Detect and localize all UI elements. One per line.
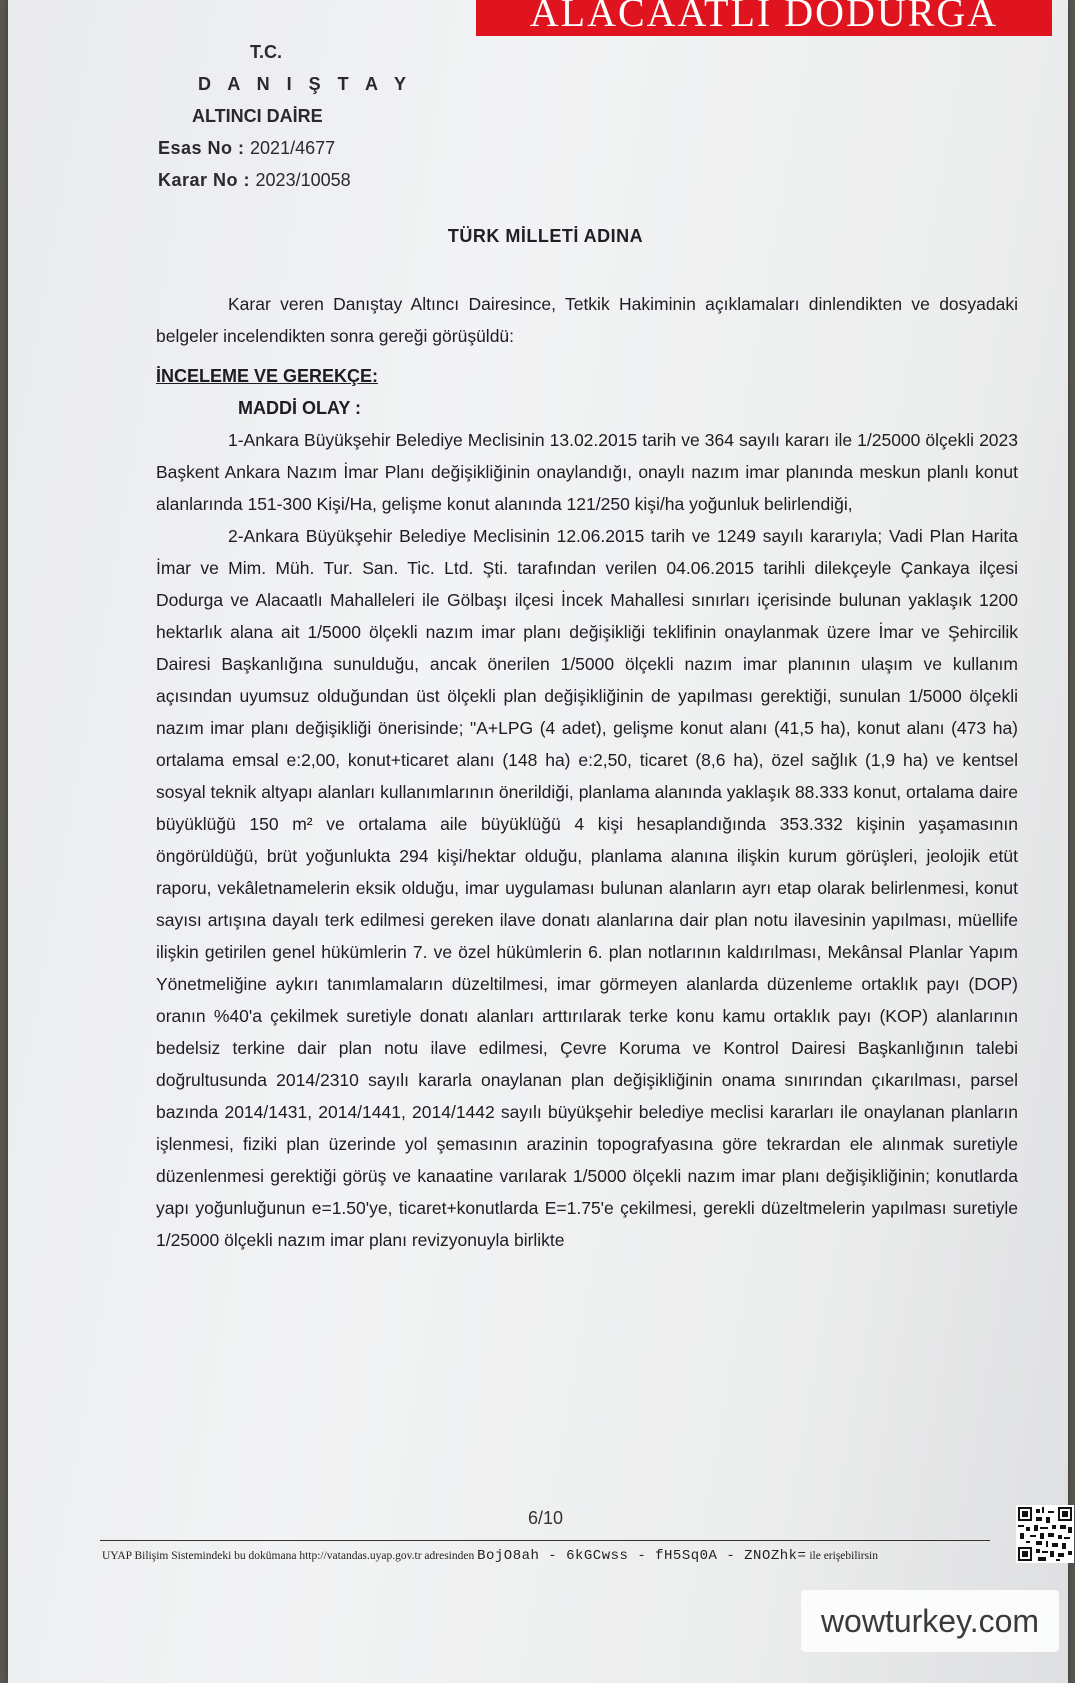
document-page (8, 0, 1068, 1683)
footer-prefix: UYAP Bilişim Sistemindeki bu dokümana http://vatandas.uyap.gov.tr adresinden (102, 1550, 475, 1562)
tc-heading: T.C. (250, 42, 283, 62)
document-body (156, 288, 1018, 1256)
paragraph-2: 2-Ankara Büyükşehir Belediye Meclisinin 12.06.2015 tarih ve 1249 sayılı kararıyla; Vadi Plan Harita İmar ve Mim. Müh. Tur. San. Tic. Ltd. Şti. tarafından verilen 04.06.2015 tarihli dilekçeyle Çankaya ilçesi Dodurga ve Alacaatlı Mahalleleri ile Gölbaşı ilçesi İncek Mahallesi sınırları içerisinde bulunan yaklaşık 1200 hektarlık alana ait 1/5000 ölçekli nazım imar planı değişikliği teklifinin onaylanmak üzere İmar ve Şehircilik Dairesi Başkanlığına sunulduğu, ancak önerilen 1/5000 ölçekli nazım imar planının ulaşım ve kullanım açısından uyumsuz olduğundan üst ölçekli plan değişikliğinin de yapılması gerektiği, sunulan 1/5000 ölçekli nazım imar planı değişikliği önerisinde; "A+LPG (4 adet), gelişme konut alanı (41,5 ha), konut alanı (473 ha) ortalama emsal e:2,00, konut+ticaret alanı (148 ha) e:2,50, ticaret (8,6 ha), özel sağlık (1,9 ha) ve kentsel sosyal teknik altyapı alanları kullanımlarının önerildiği, planlama alanında yaklaşık 88.333 konut, ortalama daire büyüklüğü 150 m² ve ortalama aile büyüklüğü 4 kişi hesaplandığında 353.332 kişinin yaşamasının öngörüldüğü, brüt yoğunlukta 294 kişi/hektar olduğu, planlama alanına ilişkin kurum görüşleri, jeolojik etüt raporu, vekâletnamelerin eksik olduğu, imar uygulaması bulunan alanların ayrı etap olarak belirlenmesi, konut sayısı artışına dayalı terk edilmesi gereken ilave donatı alanlarına dair plan notu ilavesinin yapılması, müellife ilişkin getirilen genel hükümlerin 7. ve özel hükümlerin 6. plan notlarının kaldırılması, Mekânsal Planlar Yapım Yönetmeliğine aykırı tanımlamaların düzeltilmesi, imar görmeyen alanlarda düzenleme ortaklık payı (DOP) oranın %40'a çekilmek suretiyle donatı alanları arttırılarak terke konu kamu ortaklık payı (KOP) alanlarının bedelsiz terkine dair plan notu ilave edilmesi, Çevre Koruma ve Kontrol Dairesi Başkanlığının talebi doğrultusunda 2014/2310 sayılı kararla onaylanan plan değişikliğinin onama sınırından çıkarılması, parsel bazında 2014/1431, 2014/1441, 2014/1442 sayılı büyükşehir belediye meclisi kararları ile onaylanan planların işlenmesi, fiziki plan üzerinde yol şemasının arazinin topografyasına göre tekrardan ele alınmak suretiyle düzenlenmesi gerektiği görüş ve kanaatine varılarak 1/5000 ölçekli nazım imar planı değişikliğinin; konutlarda yapı yoğunluğunun e=1.50'ye, ticaret+konutlarda E=1.75'e çekilmesi, gerekli düzeltmelerin yapılması suretiyle 1/25000 ölçekli nazım imar planı revizyonuyla birlikte (156, 526, 1018, 1250)
document-header (158, 36, 418, 196)
paragraph-1: 1-Ankara Büyükşehir Belediye Meclisinin 13.02.2015 tarih ve 364 sayılı kararı ile 1/25000 ölçekli 2023 Başkent Ankara Nazım İmar Planı değişikliğinin onaylandığı, onaylı nazım imar planında meskun planlı konut alanlarında 151-300 Kişi/Ha, gelişme konut alanında 121/250 kişi/ha yoğunluk belirlendiği, (156, 430, 1018, 514)
footer-suffix: ile erişebilirsin (809, 1550, 878, 1562)
document-title: TÜRK MİLLETİ ADINA (447, 226, 644, 246)
section-heading: İNCELEME VE GEREKÇE: (156, 366, 379, 386)
intro-paragraph: Karar veren Danıştay Altıncı Dairesince, Tetkik Hakiminin açıklamaları dinlendikten ve dosyadaki belgeler incelendikten sonra gereği görüşüldü: (156, 294, 1018, 346)
court-name: D A N I Ş T A Y (198, 74, 413, 94)
verification-code: BojO8ah - 6kGCwss - fH5Sq0A - ZNOZhk= (477, 1548, 807, 1564)
qr-code-icon (1016, 1505, 1074, 1563)
page-number: 6/10 (527, 1508, 564, 1528)
esas-value: 2021/4677 (250, 138, 336, 158)
esas-label: Esas No : (158, 138, 251, 158)
sub-heading: MADDİ OLAY : (238, 398, 362, 418)
footer-divider (100, 1540, 990, 1541)
uyap-footer (102, 1548, 1002, 1564)
karar-number (158, 164, 418, 196)
watermark-label: wowturkey.com (801, 1590, 1059, 1652)
esas-number (158, 132, 418, 164)
karar-value: 2023/10058 (255, 170, 351, 190)
chamber-name: ALTINCI DAİRE (192, 106, 323, 126)
karar-label: Karar No : (158, 170, 256, 190)
overlay-banner: ALACAATLI DODURGA (476, 0, 1052, 36)
